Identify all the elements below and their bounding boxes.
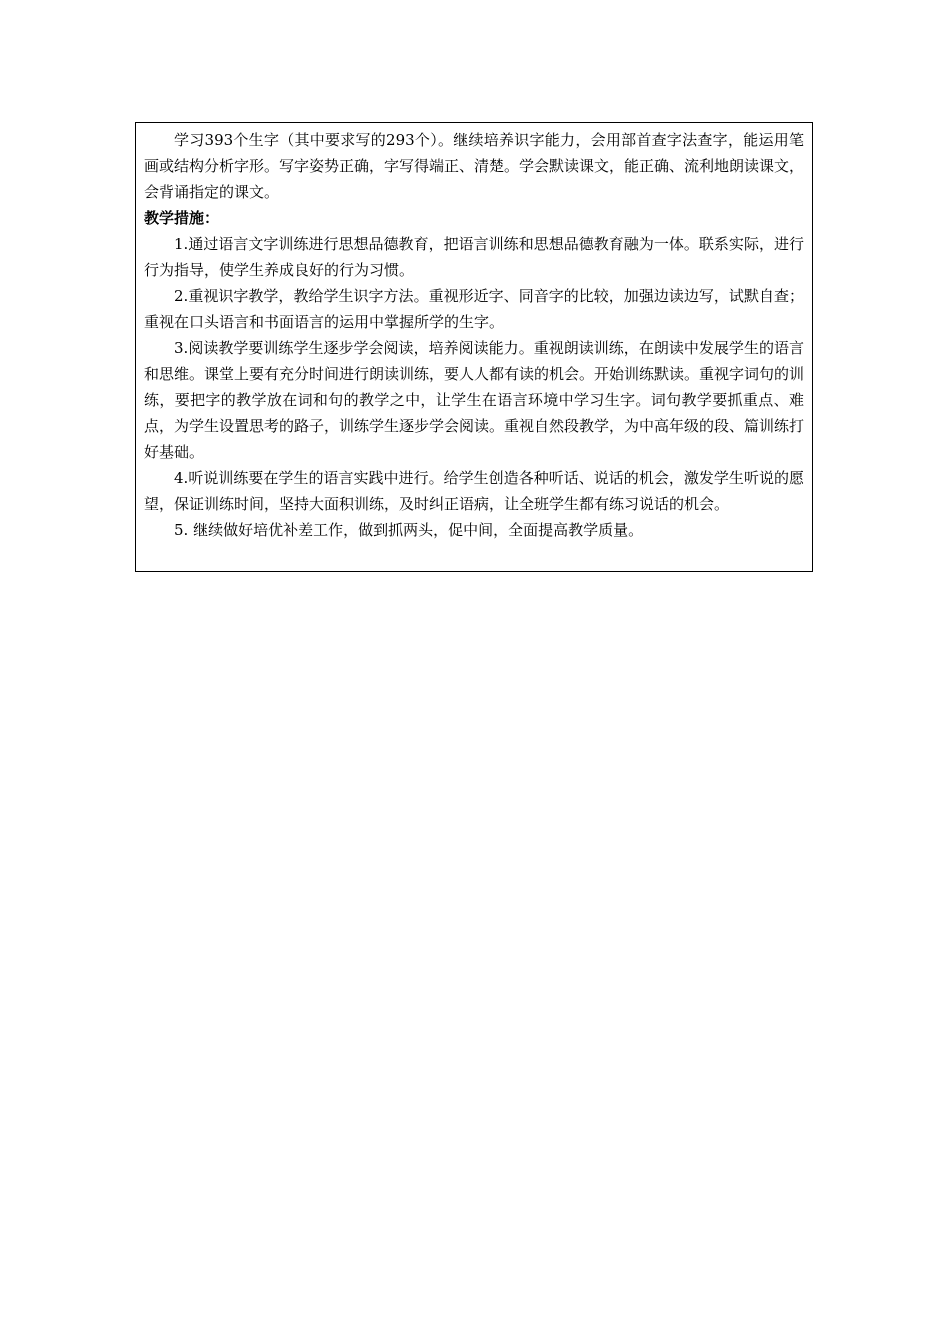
- measures-heading: 教学措施：: [144, 209, 220, 227]
- measure-item-5: 5. 继续做好培优补差工作，做到抓两头，促中间，全面提高教学质量。: [174, 521, 644, 539]
- measure-item-3: 3.阅读教学要训练学生逐步学会阅读，培养阅读能力。重视朗读训练，在朗读中发展学生的语言和思维。课堂上要有充分时间进行朗读训练，要人人都有读的机会。开始训练默读。重视字词句的训练，要把字的教学放在词和句的教学之中，让学生在语言环境中学习生字。词句教学要抓重点、难点，为学生设置思考的路子，训练学生逐步学会阅读。重视自然段教学，为中高年级的段、篇训练打好基础。: [144, 339, 805, 461]
- measure-item-4: 4.听说训练要在学生的语言实践中进行。给学生创造各种听话、说话的机会，激发学生听说的愿望，保证训练时间，坚持大面积训练，及时纠正语病，让全班学生都有练习说话的机会。: [144, 469, 804, 513]
- measure-item-1: 1.通过语言文字训练进行思想品德教育，把语言训练和思想品德教育融为一体。联系实际，进行行为指导，使学生养成良好的行为习惯。: [144, 235, 804, 279]
- intro-paragraph: 学习393个生字（其中要求写的293个）。继续培养识字能力，会用部首查字法查字，能运用笔画或结构分析字形。写字姿势正确，字写得端正、清楚。学会默读课文，能正确、流利地朗读课文，会背诵指定的课文。: [144, 131, 805, 201]
- measure-item-2: 2.重视识字教学，教给学生识字方法。重视形近字、同音字的比较，加强边读边写，试默自查；重视在口头语言和书面语言的运用中掌握所学的生字。: [144, 287, 804, 331]
- content-table-cell: [135, 122, 813, 572]
